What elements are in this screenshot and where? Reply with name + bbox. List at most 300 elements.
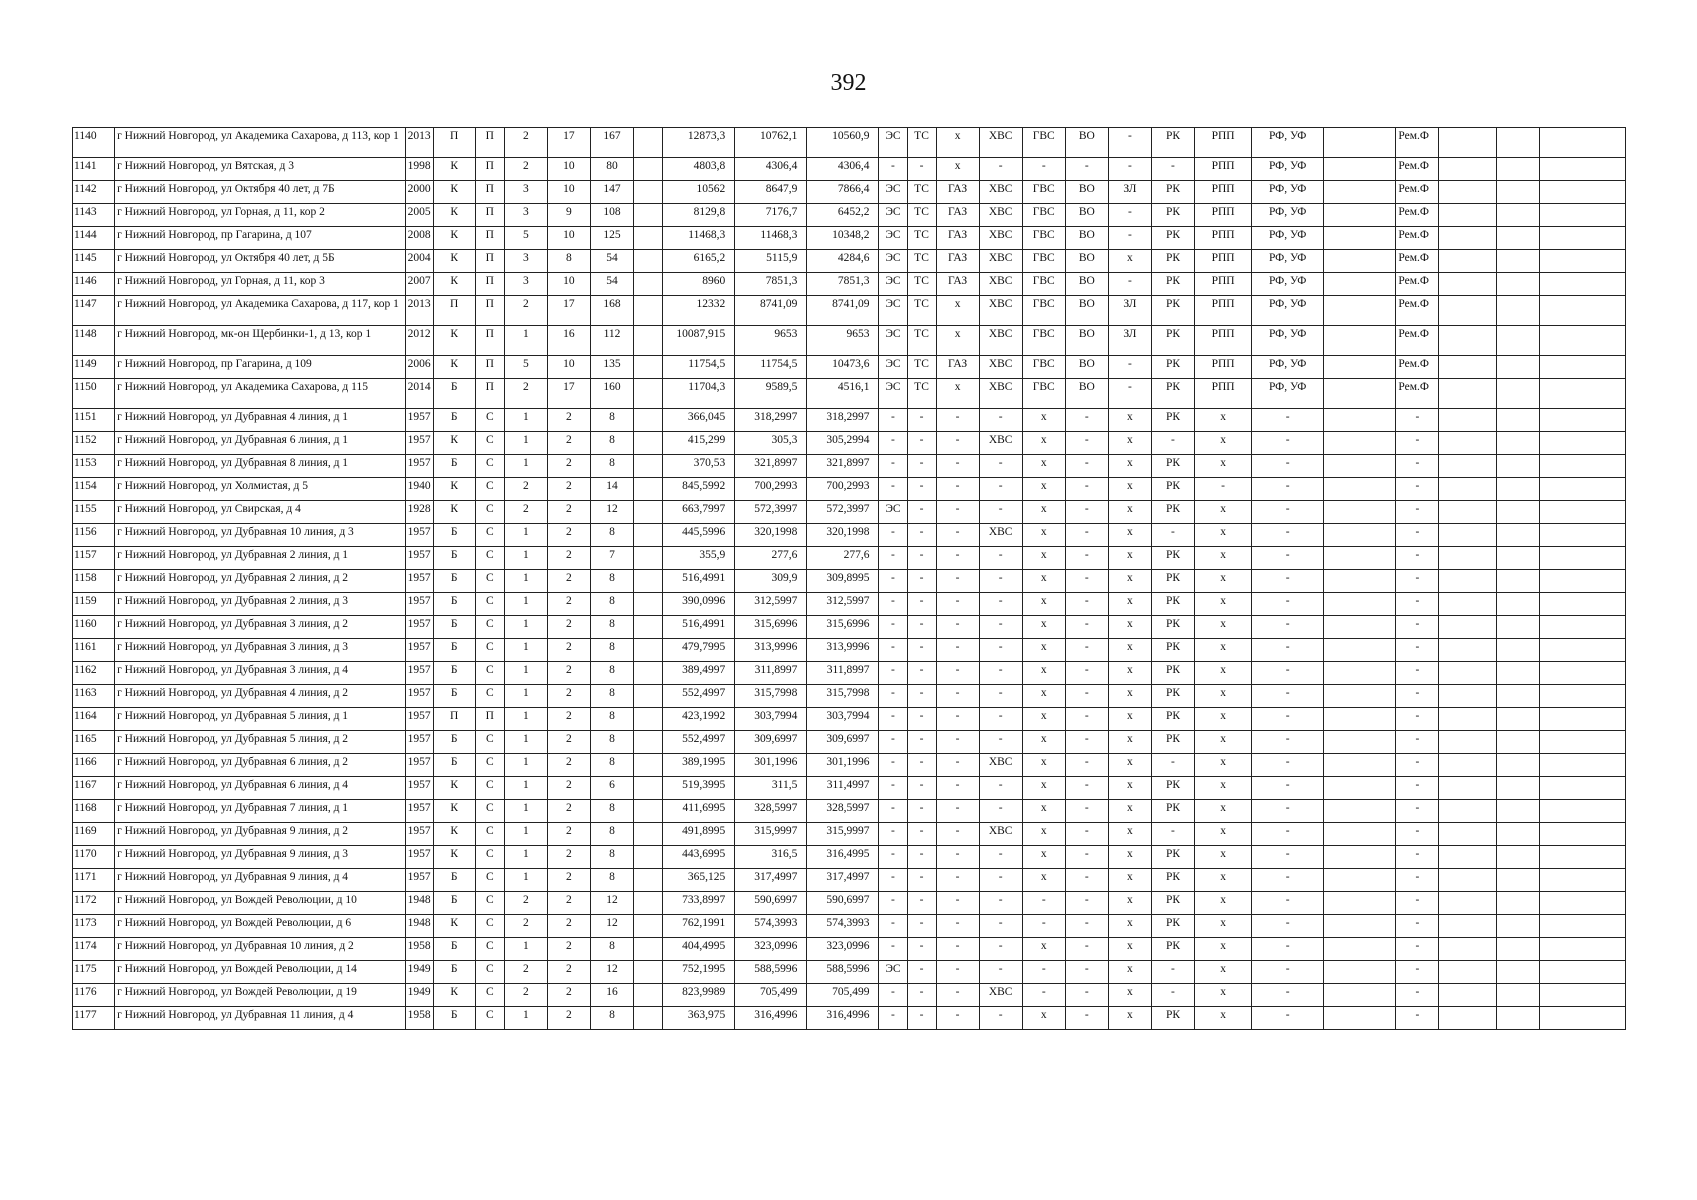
table-cell-col-12: 309,6997	[807, 731, 879, 754]
table-cell-col-21: х	[1195, 1007, 1252, 1030]
table-cell-col-25	[1439, 356, 1496, 379]
table-cell-col-25	[1439, 501, 1496, 524]
table-cell-col-21: х	[1195, 938, 1252, 961]
table-cell-col-23	[1324, 204, 1396, 227]
table-cell-col-17: х	[1022, 501, 1065, 524]
table-cell-col-27	[1539, 961, 1625, 984]
table-cell-col-1: 1165	[73, 731, 115, 754]
table-cell-col-20: РК	[1151, 296, 1194, 326]
table-cell-col-11: 11754,5	[735, 356, 807, 379]
table-cell-col-9	[634, 662, 663, 685]
table-cell-col-13: -	[879, 915, 907, 938]
table-cell-col-17: -	[1022, 984, 1065, 1007]
table-cell-col-24: -	[1396, 685, 1439, 708]
table-cell-col-9	[634, 158, 663, 181]
table-cell-col-6: 3	[504, 273, 547, 296]
table-cell-col-4: Б	[433, 1007, 475, 1030]
building-registry-table	[72, 127, 1626, 1030]
table-cell-col-19: х	[1108, 754, 1151, 777]
table-cell-col-3: 1958	[405, 1007, 433, 1030]
table-cell-col-16: -	[979, 455, 1022, 478]
table-cell-col-7: 2	[547, 800, 590, 823]
table-cell-col-3: 1949	[405, 984, 433, 1007]
table-cell-col-17: х	[1022, 432, 1065, 455]
table-cell-col-21: х	[1195, 547, 1252, 570]
table-cell-col-1: 1173	[73, 915, 115, 938]
table-cell-col-21: х	[1195, 777, 1252, 800]
table-cell-col-17: х	[1022, 662, 1065, 685]
table-cell-col-7: 10	[547, 227, 590, 250]
table-cell-col-10: 10562	[663, 181, 735, 204]
table-cell-col-27	[1539, 547, 1625, 570]
table-cell-col-12: 328,5997	[807, 800, 879, 823]
table-cell-col-15: -	[936, 938, 979, 961]
table-cell-col-22: РФ, УФ	[1252, 227, 1324, 250]
table-cell-col-4: Б	[433, 731, 475, 754]
table-cell-col-13: -	[879, 846, 907, 869]
table-cell-col-14: -	[907, 892, 936, 915]
table-cell-col-1: 1177	[73, 1007, 115, 1030]
table-cell-col-22: РФ, УФ	[1252, 158, 1324, 181]
table-cell-col-22: -	[1252, 846, 1324, 869]
table-cell-col-11: 8741,09	[735, 296, 807, 326]
table-cell-col-2: г Нижний Новгород, ул Дубравная 9 линия, д 2	[115, 823, 406, 846]
table-cell-col-19: х	[1108, 961, 1151, 984]
table-cell-col-18: -	[1065, 570, 1108, 593]
table-cell-col-9	[634, 379, 663, 409]
table-cell-col-3: 2014	[405, 379, 433, 409]
table-cell-col-10: 752,1995	[663, 961, 735, 984]
table-cell-col-6: 1	[504, 708, 547, 731]
table-cell-col-9	[634, 409, 663, 432]
table-cell-col-15: х	[936, 379, 979, 409]
table-cell-col-25	[1439, 570, 1496, 593]
table-cell-col-10: 823,9989	[663, 984, 735, 1007]
table-cell-col-1: 1142	[73, 181, 115, 204]
table-cell-col-26	[1496, 915, 1539, 938]
table-cell-col-11: 7176,7	[735, 204, 807, 227]
table-cell-col-24: -	[1396, 708, 1439, 731]
table-cell-col-9	[634, 800, 663, 823]
table-row	[73, 823, 1626, 846]
table-cell-col-27	[1539, 356, 1625, 379]
table-cell-col-17: х	[1022, 478, 1065, 501]
table-cell-col-23	[1324, 708, 1396, 731]
table-cell-col-7: 2	[547, 501, 590, 524]
table-cell-col-20: РК	[1151, 455, 1194, 478]
table-cell-col-8: 8	[590, 938, 633, 961]
table-cell-col-2: г Нижний Новгород, ул Дубравная 11 линия, д 4	[115, 1007, 406, 1030]
table-cell-col-19: х	[1108, 639, 1151, 662]
table-cell-col-12: 9653	[807, 326, 879, 356]
table-cell-col-8: 8	[590, 823, 633, 846]
table-cell-col-25	[1439, 227, 1496, 250]
table-cell-col-20: РК	[1151, 227, 1194, 250]
table-cell-col-17: х	[1022, 731, 1065, 754]
table-cell-col-19: -	[1108, 204, 1151, 227]
table-cell-col-19: х	[1108, 869, 1151, 892]
table-cell-col-19: -	[1108, 356, 1151, 379]
table-cell-col-13: -	[879, 984, 907, 1007]
table-cell-col-12: 7851,3	[807, 273, 879, 296]
table-cell-col-25	[1439, 915, 1496, 938]
table-cell-col-1: 1151	[73, 409, 115, 432]
table-cell-col-18: ВО	[1065, 326, 1108, 356]
table-cell-col-20: РК	[1151, 869, 1194, 892]
table-cell-col-27	[1539, 846, 1625, 869]
table-cell-col-6: 2	[504, 478, 547, 501]
table-cell-col-17: х	[1022, 777, 1065, 800]
table-cell-col-3: 1957	[405, 846, 433, 869]
table-row	[73, 409, 1626, 432]
table-cell-col-23	[1324, 823, 1396, 846]
table-cell-col-17: ГВС	[1022, 326, 1065, 356]
table-cell-col-13: ЭС	[879, 961, 907, 984]
table-cell-col-12: 316,4995	[807, 846, 879, 869]
table-cell-col-24: -	[1396, 639, 1439, 662]
table-cell-col-24: -	[1396, 823, 1439, 846]
table-cell-col-18: -	[1065, 984, 1108, 1007]
table-cell-col-20: РК	[1151, 639, 1194, 662]
table-cell-col-7: 2	[547, 524, 590, 547]
table-cell-col-9	[634, 204, 663, 227]
table-cell-col-8: 12	[590, 961, 633, 984]
table-cell-col-4: Б	[433, 961, 475, 984]
table-cell-col-9	[634, 731, 663, 754]
table-cell-col-16: ХВС	[979, 524, 1022, 547]
table-cell-col-19: х	[1108, 478, 1151, 501]
table-cell-col-5: С	[475, 455, 504, 478]
table-cell-col-10: 415,299	[663, 432, 735, 455]
table-cell-col-19: х	[1108, 938, 1151, 961]
table-cell-col-15: ГАЗ	[936, 250, 979, 273]
table-cell-col-15: -	[936, 547, 979, 570]
table-cell-col-15: ГАЗ	[936, 181, 979, 204]
table-cell-col-23	[1324, 984, 1396, 1007]
table-cell-col-5: П	[475, 708, 504, 731]
table-cell-col-11: 8647,9	[735, 181, 807, 204]
table-cell-col-14: ТС	[907, 296, 936, 326]
table-cell-col-10: 389,4997	[663, 662, 735, 685]
table-cell-col-11: 320,1998	[735, 524, 807, 547]
table-cell-col-22: -	[1252, 593, 1324, 616]
table-cell-col-1: 1148	[73, 326, 115, 356]
table-cell-col-22: -	[1252, 570, 1324, 593]
table-cell-col-13: -	[879, 754, 907, 777]
table-cell-col-4: Б	[433, 938, 475, 961]
table-cell-col-4: Б	[433, 869, 475, 892]
table-cell-col-11: 321,8997	[735, 455, 807, 478]
table-cell-col-3: 2000	[405, 181, 433, 204]
table-cell-col-19: ЗЛ	[1108, 181, 1151, 204]
table-cell-col-22: РФ, УФ	[1252, 250, 1324, 273]
table-cell-col-4: Б	[433, 685, 475, 708]
table-cell-col-17: х	[1022, 708, 1065, 731]
table-cell-col-4: Б	[433, 570, 475, 593]
table-row	[73, 777, 1626, 800]
table-cell-col-10: 423,1992	[663, 708, 735, 731]
table-cell-col-4: К	[433, 326, 475, 356]
table-cell-col-8: 108	[590, 204, 633, 227]
table-cell-col-21: РПП	[1195, 181, 1252, 204]
table-cell-col-12: 277,6	[807, 547, 879, 570]
table-cell-col-7: 17	[547, 296, 590, 326]
table-cell-col-6: 1	[504, 547, 547, 570]
table-cell-col-20: РК	[1151, 777, 1194, 800]
table-cell-col-23	[1324, 227, 1396, 250]
table-cell-col-23	[1324, 356, 1396, 379]
table-cell-col-7: 2	[547, 708, 590, 731]
table-cell-col-26	[1496, 984, 1539, 1007]
table-cell-col-18: -	[1065, 800, 1108, 823]
table-cell-col-19: х	[1108, 524, 1151, 547]
table-cell-col-3: 1957	[405, 547, 433, 570]
table-cell-col-14: -	[907, 869, 936, 892]
table-cell-col-18: -	[1065, 616, 1108, 639]
table-cell-col-12: 315,7998	[807, 685, 879, 708]
table-cell-col-7: 10	[547, 273, 590, 296]
table-cell-col-10: 762,1991	[663, 915, 735, 938]
table-cell-col-21: х	[1195, 501, 1252, 524]
table-cell-col-21: х	[1195, 524, 1252, 547]
table-cell-col-8: 80	[590, 158, 633, 181]
table-cell-col-14: -	[907, 777, 936, 800]
table-cell-col-8: 147	[590, 181, 633, 204]
table-cell-col-7: 2	[547, 409, 590, 432]
table-cell-col-24: -	[1396, 984, 1439, 1007]
table-cell-col-23	[1324, 846, 1396, 869]
table-cell-col-14: -	[907, 1007, 936, 1030]
table-row	[73, 800, 1626, 823]
table-cell-col-23	[1324, 432, 1396, 455]
table-cell-col-27	[1539, 892, 1625, 915]
table-cell-col-8: 8	[590, 570, 633, 593]
table-cell-col-19: х	[1108, 570, 1151, 593]
table-cell-col-27	[1539, 128, 1625, 158]
table-cell-col-2: г Нижний Новгород, ул Дубравная 6 линия, д 1	[115, 432, 406, 455]
table-cell-col-6: 1	[504, 593, 547, 616]
table-cell-col-9	[634, 570, 663, 593]
table-cell-col-11: 303,7994	[735, 708, 807, 731]
table-cell-col-13: -	[879, 547, 907, 570]
table-cell-col-18: -	[1065, 869, 1108, 892]
table-cell-col-16: ХВС	[979, 273, 1022, 296]
table-cell-col-9	[634, 961, 663, 984]
table-cell-col-27	[1539, 662, 1625, 685]
table-cell-col-18: -	[1065, 547, 1108, 570]
table-cell-col-23	[1324, 938, 1396, 961]
table-cell-col-12: 312,5997	[807, 593, 879, 616]
table-cell-col-15: -	[936, 685, 979, 708]
table-cell-col-4: К	[433, 250, 475, 273]
table-cell-col-15: -	[936, 708, 979, 731]
table-cell-col-13: -	[879, 800, 907, 823]
table-cell-col-7: 2	[547, 432, 590, 455]
table-cell-col-2: г Нижний Новгород, ул Вождей Революции, д 19	[115, 984, 406, 1007]
table-cell-col-10: 479,7995	[663, 639, 735, 662]
table-row	[73, 356, 1626, 379]
table-cell-col-2: г Нижний Новгород, ул Дубравная 7 линия, д 1	[115, 800, 406, 823]
table-cell-col-11: 317,4997	[735, 869, 807, 892]
table-cell-col-12: 315,9997	[807, 823, 879, 846]
table-cell-col-17: ГВС	[1022, 296, 1065, 326]
table-cell-col-26	[1496, 639, 1539, 662]
table-cell-col-3: 1949	[405, 961, 433, 984]
table-cell-col-21: х	[1195, 869, 1252, 892]
table-cell-col-26	[1496, 326, 1539, 356]
table-cell-col-17: ГВС	[1022, 250, 1065, 273]
table-cell-col-6: 1	[504, 685, 547, 708]
table-cell-col-14: -	[907, 501, 936, 524]
table-cell-col-21: х	[1195, 731, 1252, 754]
table-cell-col-15: -	[936, 892, 979, 915]
table-cell-col-19: х	[1108, 455, 1151, 478]
table-cell-col-23	[1324, 777, 1396, 800]
table-cell-col-13: -	[879, 524, 907, 547]
table-cell-col-14: -	[907, 524, 936, 547]
table-cell-col-24: -	[1396, 846, 1439, 869]
table-cell-col-26	[1496, 846, 1539, 869]
table-cell-col-26	[1496, 800, 1539, 823]
table-cell-col-23	[1324, 379, 1396, 409]
table-cell-col-14: -	[907, 593, 936, 616]
table-cell-col-6: 1	[504, 846, 547, 869]
table-cell-col-9	[634, 869, 663, 892]
table-cell-col-5: С	[475, 662, 504, 685]
table-cell-col-22: -	[1252, 754, 1324, 777]
table-cell-col-12: 313,9996	[807, 639, 879, 662]
table-cell-col-8: 8	[590, 869, 633, 892]
table-cell-col-25	[1439, 846, 1496, 869]
table-cell-col-20: РК	[1151, 892, 1194, 915]
table-cell-col-9	[634, 777, 663, 800]
table-cell-col-5: С	[475, 915, 504, 938]
table-cell-col-21: х	[1195, 708, 1252, 731]
table-cell-col-25	[1439, 478, 1496, 501]
table-cell-col-2: г Нижний Новгород, ул Горная, д 11, кор 2	[115, 204, 406, 227]
table-cell-col-11: 316,4996	[735, 1007, 807, 1030]
table-cell-col-5: С	[475, 892, 504, 915]
table-cell-col-23	[1324, 455, 1396, 478]
table-cell-col-10: 516,4991	[663, 616, 735, 639]
table-cell-col-21: РПП	[1195, 273, 1252, 296]
table-cell-col-20: РК	[1151, 593, 1194, 616]
table-cell-col-10: 519,3995	[663, 777, 735, 800]
table-cell-col-15: -	[936, 593, 979, 616]
table-cell-col-23	[1324, 685, 1396, 708]
table-cell-col-23	[1324, 961, 1396, 984]
table-cell-col-12: 4284,6	[807, 250, 879, 273]
table-cell-col-17: -	[1022, 961, 1065, 984]
table-cell-col-20: РК	[1151, 501, 1194, 524]
table-cell-col-24: -	[1396, 593, 1439, 616]
table-cell-col-5: С	[475, 593, 504, 616]
table-cell-col-11: 305,3	[735, 432, 807, 455]
table-cell-col-5: П	[475, 273, 504, 296]
table-cell-col-13: ЭС	[879, 273, 907, 296]
table-cell-col-21: РПП	[1195, 128, 1252, 158]
table-cell-col-9	[634, 846, 663, 869]
table-cell-col-11: 309,6997	[735, 731, 807, 754]
table-cell-col-5: С	[475, 524, 504, 547]
table-cell-col-18: -	[1065, 961, 1108, 984]
table-cell-col-4: Б	[433, 547, 475, 570]
table-cell-col-15: х	[936, 326, 979, 356]
table-cell-col-26	[1496, 593, 1539, 616]
table-cell-col-21: х	[1195, 685, 1252, 708]
table-cell-col-3: 1957	[405, 777, 433, 800]
table-cell-col-12: 10348,2	[807, 227, 879, 250]
table-cell-col-27	[1539, 501, 1625, 524]
table-cell-col-9	[634, 616, 663, 639]
table-cell-col-12: 700,2993	[807, 478, 879, 501]
table-cell-col-25	[1439, 1007, 1496, 1030]
table-cell-col-3: 2006	[405, 356, 433, 379]
table-row	[73, 524, 1626, 547]
table-cell-col-10: 11754,5	[663, 356, 735, 379]
table-cell-col-1: 1164	[73, 708, 115, 731]
table-cell-col-25	[1439, 524, 1496, 547]
table-cell-col-18: -	[1065, 455, 1108, 478]
table-cell-col-13: -	[879, 685, 907, 708]
table-cell-col-12: 8741,09	[807, 296, 879, 326]
table-cell-col-19: -	[1108, 158, 1151, 181]
table-cell-col-15: ГАЗ	[936, 273, 979, 296]
table-cell-col-16: ХВС	[979, 379, 1022, 409]
table-cell-col-26	[1496, 823, 1539, 846]
table-cell-col-5: С	[475, 616, 504, 639]
table-cell-col-11: 311,5	[735, 777, 807, 800]
table-cell-col-20: -	[1151, 754, 1194, 777]
table-cell-col-19: х	[1108, 685, 1151, 708]
table-cell-col-20: РК	[1151, 1007, 1194, 1030]
table-cell-col-12: 318,2997	[807, 409, 879, 432]
table-cell-col-2: г Нижний Новгород, ул Вятская, д 3	[115, 158, 406, 181]
table-cell-col-2: г Нижний Новгород, ул Академика Сахарова, д 117, кор 1	[115, 296, 406, 326]
table-cell-col-21: РПП	[1195, 326, 1252, 356]
table-cell-col-19: х	[1108, 823, 1151, 846]
table-cell-col-19: х	[1108, 547, 1151, 570]
table-cell-col-21: х	[1195, 593, 1252, 616]
table-cell-col-9	[634, 296, 663, 326]
table-cell-col-5: П	[475, 379, 504, 409]
table-cell-col-2: г Нижний Новгород, ул Дубравная 5 линия, д 2	[115, 731, 406, 754]
table-cell-col-3: 1957	[405, 800, 433, 823]
table-cell-col-14: -	[907, 409, 936, 432]
table-cell-col-18: -	[1065, 938, 1108, 961]
table-cell-col-19: х	[1108, 892, 1151, 915]
table-cell-col-14: -	[907, 984, 936, 1007]
table-cell-col-24: Рем.Ф	[1396, 250, 1439, 273]
table-cell-col-9	[634, 501, 663, 524]
table-cell-col-7: 2	[547, 869, 590, 892]
table-cell-col-15: -	[936, 432, 979, 455]
table-cell-col-24: Рем.Ф	[1396, 181, 1439, 204]
table-cell-col-17: х	[1022, 754, 1065, 777]
table-cell-col-23	[1324, 662, 1396, 685]
table-cell-col-6: 1	[504, 800, 547, 823]
table-cell-col-3: 1957	[405, 639, 433, 662]
table-cell-col-5: С	[475, 731, 504, 754]
table-cell-col-17: х	[1022, 685, 1065, 708]
table-cell-col-17: х	[1022, 570, 1065, 593]
table-cell-col-3: 2007	[405, 273, 433, 296]
table-cell-col-15: х	[936, 296, 979, 326]
table-cell-col-1: 1153	[73, 455, 115, 478]
table-cell-col-26	[1496, 356, 1539, 379]
table-cell-col-12: 321,8997	[807, 455, 879, 478]
table-cell-col-7: 2	[547, 846, 590, 869]
